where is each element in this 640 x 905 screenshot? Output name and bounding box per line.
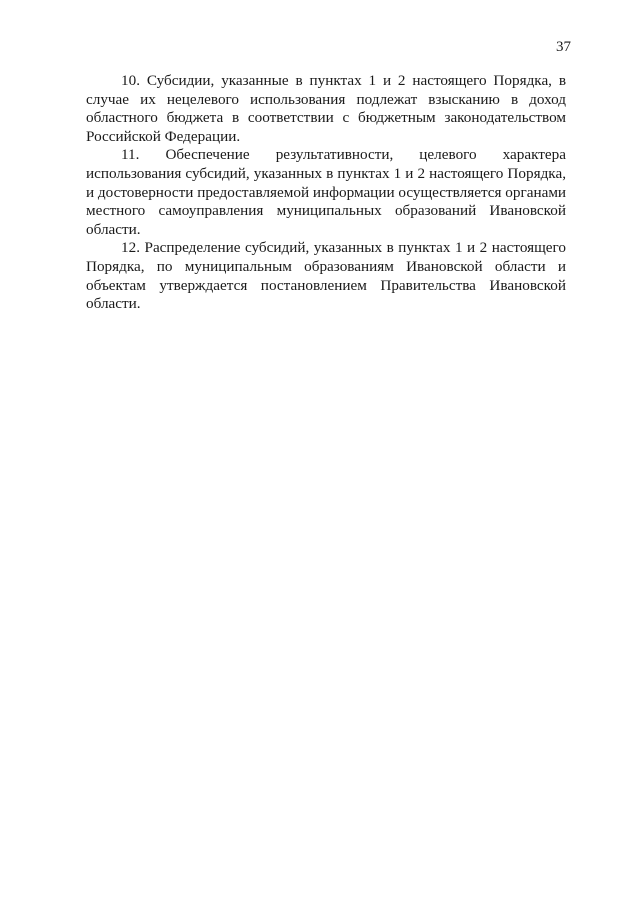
paragraph-line: местного самоуправления муниципальных образований Ивановской: [86, 202, 566, 220]
page-number: 37: [556, 39, 571, 55]
paragraph-line: области.: [86, 220, 141, 238]
paragraph-11: [86, 146, 566, 239]
paragraph-line: Российской Федерации.: [86, 127, 241, 145]
paragraph-line: объектам утверждается постановлением Правительства Ивановской: [86, 276, 566, 294]
paragraph-line: случае их нецелевого использования подлежат взысканию в доход: [86, 90, 566, 108]
paragraph-line: областного бюджета в соответствии с бюджетным законодательством: [86, 109, 566, 127]
paragraph-10: [86, 72, 566, 146]
paragraph-line: использования субсидий, указанных в пунктах 1 и 2 настоящего Порядка,: [86, 164, 566, 182]
paragraph-line: 11. Обеспечение результативности, целевого характера: [121, 146, 566, 164]
paragraph-12: [86, 239, 566, 313]
document-body: [86, 72, 566, 314]
paragraph-line: Порядка, по муниципальным образованиям Ивановской области и: [86, 257, 566, 275]
paragraph-line: 12. Распределение субсидий, указанных в пунктах 1 и 2 настоящего: [121, 239, 566, 257]
paragraph-line: и достоверности предоставляемой информации осуществляется органами: [86, 183, 566, 201]
paragraph-line: области.: [86, 295, 141, 313]
paragraph-line: 10. Субсидии, указанные в пунктах 1 и 2 настоящего Порядка, в: [121, 72, 566, 89]
